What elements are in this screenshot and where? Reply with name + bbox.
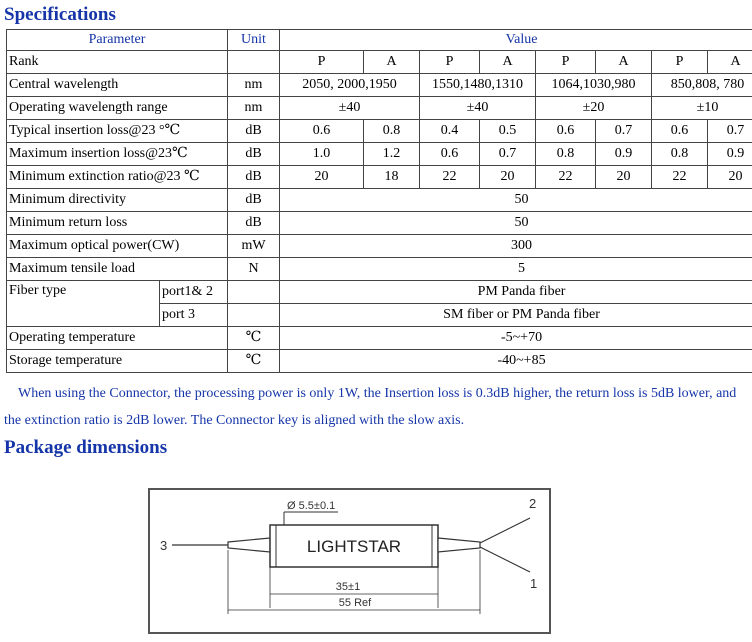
package-dimensions-title: Package dimensions [4, 437, 168, 458]
table-row [7, 281, 752, 304]
row-unit: dB [228, 166, 280, 189]
fiber-port1 [480, 547, 530, 572]
header-value: Value [280, 30, 752, 51]
table-header-row [7, 30, 752, 51]
row-value: 0.7 [480, 143, 536, 166]
diameter-label: Ø 5.5±0.1 [287, 500, 336, 512]
specifications-table [6, 29, 752, 373]
row-value: ±10 [652, 97, 752, 120]
port-2-label: 2 [529, 496, 537, 511]
row-value: ±20 [536, 97, 652, 120]
body-length-label: 35±1 [335, 581, 361, 593]
row-value: 0.6 [652, 120, 708, 143]
right-boot [438, 538, 480, 552]
table-row [7, 97, 752, 120]
header-parameter: Parameter [7, 30, 228, 51]
row-value: 20 [480, 166, 536, 189]
row-value: 22 [536, 166, 596, 189]
row-value: 0.5 [480, 120, 536, 143]
row-unit: nm [228, 97, 280, 120]
row-unit: dB [228, 212, 280, 235]
row-value: 20 [708, 166, 752, 189]
row-value: 0.8 [536, 143, 596, 166]
rank-cell: A [596, 51, 652, 74]
table-row [7, 189, 752, 212]
row-value: 0.8 [652, 143, 708, 166]
row-value: 0.6 [280, 120, 364, 143]
row-value: 0.9 [596, 143, 652, 166]
left-boot [228, 538, 270, 552]
row-value: 0.9 [708, 143, 752, 166]
package-drawing [148, 488, 551, 634]
row-value: 1064,1030,980 [536, 74, 652, 97]
row-value: 0.7 [708, 120, 752, 143]
connector-note-line1: When using the Connector, the processing power is only 1W, the Insertion loss is 0.3dB higher, the return loss is 5dB lower, and [18, 386, 737, 401]
row-value: 20 [596, 166, 652, 189]
row-unit: dB [228, 143, 280, 166]
port-1-label: 1 [530, 576, 538, 591]
rank-row [7, 51, 752, 74]
rank-cell: P [536, 51, 596, 74]
header-unit: Unit [228, 30, 280, 51]
specifications-title: Specifications [4, 4, 116, 25]
row-label: Maximum insertion loss@23℃ [7, 143, 228, 166]
row-value: 0.7 [596, 120, 652, 143]
table-row [7, 166, 752, 189]
row-label: Minimum directivity [7, 189, 228, 212]
row-value: 300 [280, 235, 752, 258]
row-value: -5~+70 [280, 327, 752, 350]
table-row [7, 74, 752, 97]
fiber-port2 [480, 518, 530, 543]
row-value: 850,808, 780 [652, 74, 752, 97]
table-row [7, 143, 752, 166]
row-unit: mW [228, 235, 280, 258]
row-value: -40~+85 [280, 350, 752, 373]
table-row [7, 120, 752, 143]
row-value: 18 [364, 166, 420, 189]
row-value: 0.6 [536, 120, 596, 143]
row-value: 2050, 2000,1950 [280, 74, 420, 97]
row-value: 1.2 [364, 143, 420, 166]
row-unit: dB [228, 189, 280, 212]
row-label: Fiber type [7, 281, 160, 327]
rank-cell: A [708, 51, 752, 74]
table-row [7, 235, 752, 258]
row-label: Operating temperature [7, 327, 228, 350]
rank-cell: P [280, 51, 364, 74]
row-label: Maximum tensile load [7, 258, 228, 281]
row-value: ±40 [280, 97, 420, 120]
rank-label: Rank [7, 51, 228, 74]
row-value: 1550,1480,1310 [420, 74, 536, 97]
row-label: Minimum extinction ratio@23 ℃ [7, 166, 228, 189]
row-value: PM Panda fiber [280, 281, 752, 304]
row-label: Operating wavelength range [7, 97, 228, 120]
brand-label: LIGHTSTAR [306, 537, 402, 556]
row-value: 0.4 [420, 120, 480, 143]
table-row [7, 212, 752, 235]
row-unit: nm [228, 74, 280, 97]
row-value: 22 [652, 166, 708, 189]
table-row [7, 350, 752, 373]
row-label: Central wavelength [7, 74, 228, 97]
ref-length-label: 55 Ref [338, 597, 372, 609]
rank-cell: P [420, 51, 480, 74]
row-value: 50 [280, 212, 752, 235]
row-value: 0.6 [420, 143, 480, 166]
rank-cell: P [652, 51, 708, 74]
row-value: 22 [420, 166, 480, 189]
row-value: 50 [280, 189, 752, 212]
connector-note-line2: the extinction ratio is 2dB lower. The Connector key is aligned with the slow axis. [4, 413, 465, 428]
row-value: SM fiber or PM Panda fiber [280, 304, 752, 327]
row-value: 5 [280, 258, 752, 281]
row-unit: N [228, 258, 280, 281]
row-label: Typical insertion loss@23 °℃ [7, 120, 228, 143]
row-value: 0.8 [364, 120, 420, 143]
port-3-label: 3 [160, 538, 168, 553]
fiber-port-label: port1& 2 [160, 281, 228, 304]
row-label: Minimum return loss [7, 212, 228, 235]
fiber-port-label: port 3 [160, 304, 228, 327]
row-unit: dB [228, 120, 280, 143]
row-label: Storage temperature [7, 350, 228, 373]
rank-cell: A [364, 51, 420, 74]
rank-cell: A [480, 51, 536, 74]
table-row [7, 258, 752, 281]
row-value: 20 [280, 166, 364, 189]
package-drawing-svg [150, 490, 553, 636]
table-row [7, 327, 752, 350]
row-unit: ℃ [228, 350, 280, 373]
row-value: 1.0 [280, 143, 364, 166]
row-value: ±40 [420, 97, 536, 120]
row-unit: ℃ [228, 327, 280, 350]
row-label: Maximum optical power(CW) [7, 235, 228, 258]
